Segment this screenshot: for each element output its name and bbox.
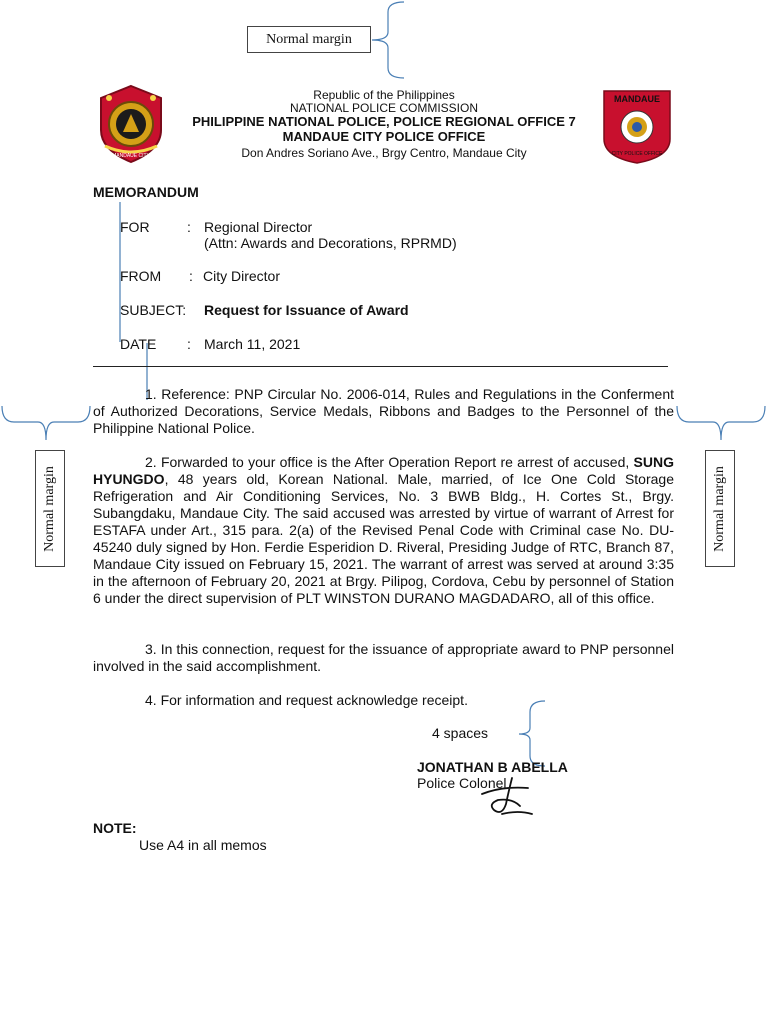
left-logo-text: MANDAUE CITY — [112, 153, 150, 159]
header-pnp-region: PHILIPPINE NATIONAL POLICE, POLICE REGIONAL OFFICE 7 — [192, 114, 576, 129]
for-colon: : — [187, 219, 191, 235]
date-colon: : — [187, 336, 191, 352]
header-rule — [93, 366, 668, 367]
paragraph-4: 4. For information and request acknowledge receipt. — [145, 692, 468, 708]
handwritten-signature — [472, 770, 552, 820]
memo-title: MEMORANDUM — [93, 184, 199, 200]
from-label: FROM — [120, 268, 162, 284]
date-label: DATE — [120, 336, 157, 352]
left-margin-callout — [35, 450, 65, 567]
right-logo-bottom-text: CITY POLICE OFFICE — [611, 151, 663, 157]
for-label: FOR — [120, 219, 150, 235]
header-address: Don Andres Soriano Ave., Brgy Centro, Mandaue City — [241, 146, 527, 160]
from-value: City Director — [203, 268, 281, 284]
from-colon: : — [189, 268, 193, 284]
subject-value: Request for Issuance of Award — [204, 302, 409, 318]
top-margin-label: Normal margin — [266, 31, 352, 47]
paragraph-2: 2. Forwarded to your office is the After Operation Report re arrest of accused, SUNG HYUNGDO, 48 years old, Korean National. Male, married, of Ice One Cold Storage Refrigeration and Air Conditioning Services, No. 3 BWB Bldg., H. Cortes St., Brgy. Subangdaku, Mandaue City. The said accused was arrested by virtue of warrant of Arrest for ESTAFA under Art., 315 para. 2(a) of the Revised Penal Code with Criminal case No. DU-45240 duly signed by Hon. Ferdie Esperidion D. Riveral, Presiding Judge of RTC, Branch 87, Mandaue City issued on February 15, 2021. The warrant of arrest was served at around 3:35 in the afternoon of February 20, 2021 at Brgy. Pilipog, Cordova, Cebu by personnel of Station 6 under the direct supervision of PLT WINSTON DURANO MAGDADARO, all of this office. — [93, 454, 674, 606]
signatory-rank: Police Colonel — [417, 775, 507, 791]
right-margin-callout — [705, 450, 735, 567]
right-margin-label: Normal margin — [712, 465, 728, 552]
for-value: Regional Director — [204, 219, 313, 235]
accused-name: SUNG HYUNGDO — [93, 454, 674, 487]
for-attn: (Attn: Awards and Decorations, RPRMD) — [204, 235, 457, 251]
note-text: Use A4 in all memos — [139, 837, 267, 853]
header-napolcom: NATIONAL POLICE COMMISSION — [289, 101, 479, 115]
header-republic: Republic of the Philippines — [313, 88, 455, 102]
subject-label: SUBJECT: — [120, 302, 187, 318]
header-city-office: MANDAUE CITY POLICE OFFICE — [282, 129, 486, 144]
top-margin-callout — [247, 26, 371, 53]
four-spaces-label: 4 spaces — [432, 725, 489, 741]
left-margin-label: Normal margin — [42, 465, 58, 552]
paragraph-3: 3. In this connection, request for the issuance of appropriate award to PNP personnel involved in the said accomplishment. — [93, 641, 674, 674]
paragraph-1: 1. Reference: PNP Circular No. 2006-014, Rules and Regulations in the Conferment of Authorized Decorations, Service Medals, Ribbons and Badges to the Personnel of the Philippine National Police. — [93, 386, 674, 436]
date-value: March 11, 2021 — [204, 336, 301, 352]
right-logo-top-text: MANDAUE — [614, 94, 660, 104]
note-label: NOTE: — [93, 820, 137, 836]
signatory-name: JONATHAN B ABELLA — [417, 759, 568, 775]
